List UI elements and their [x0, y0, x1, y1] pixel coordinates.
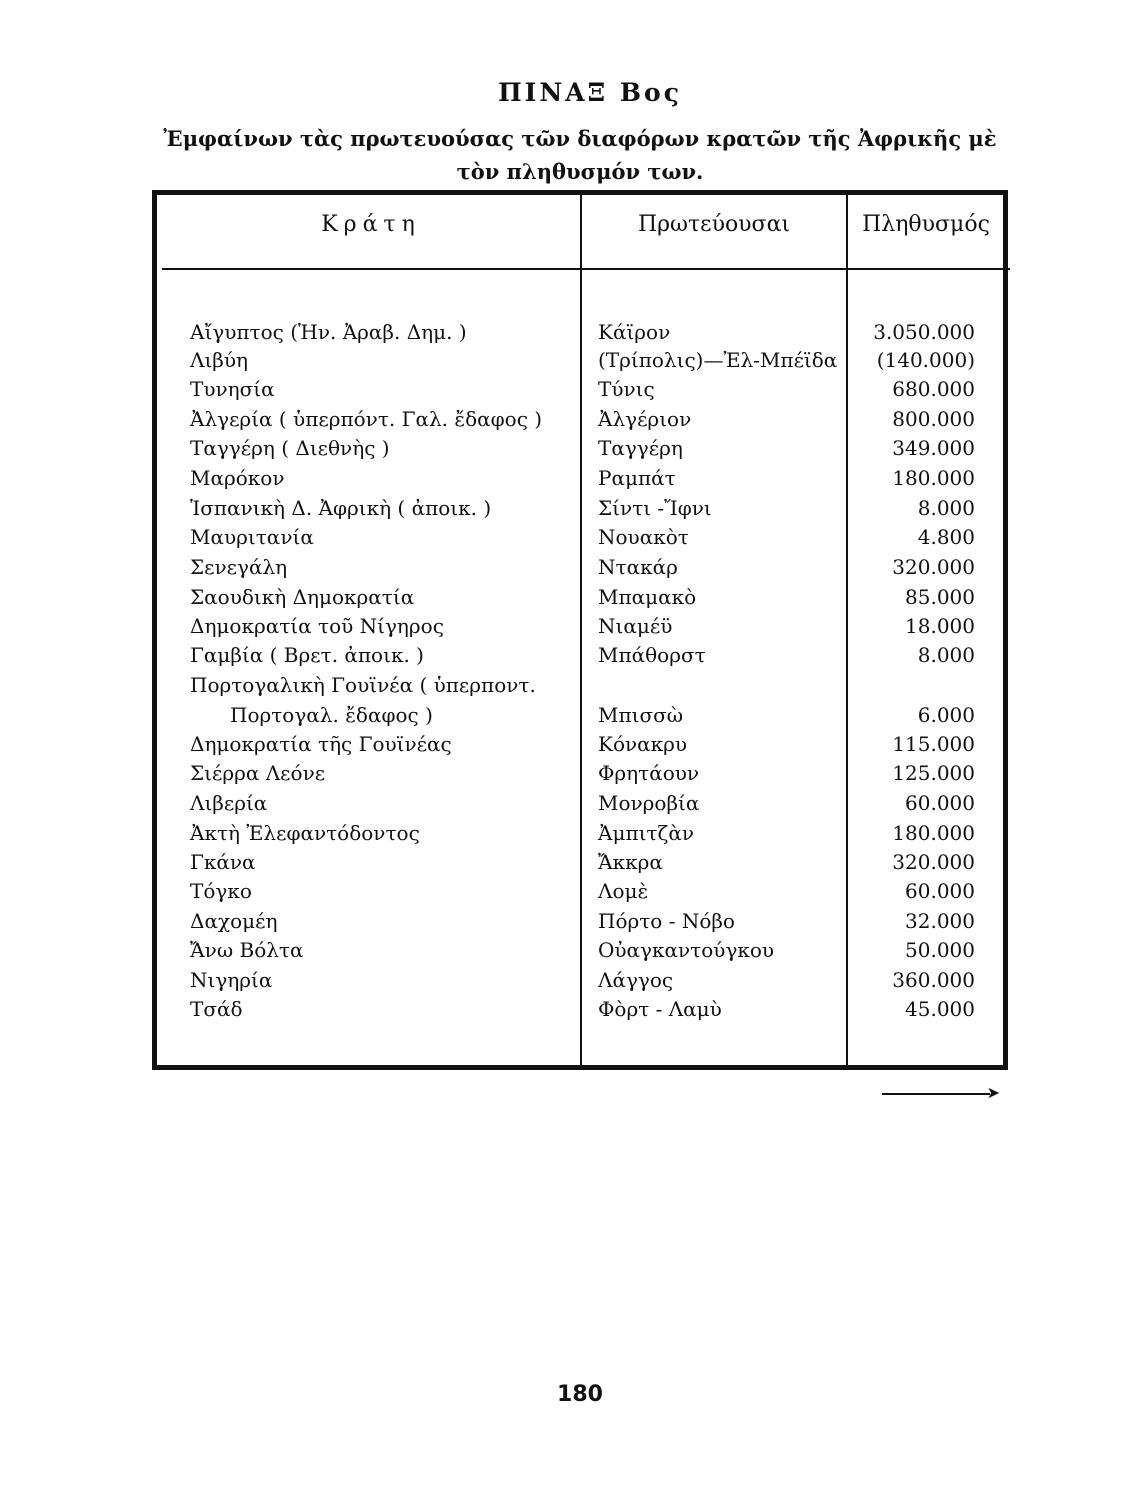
- population-cell: 320.000: [892, 850, 975, 874]
- capital-cell: (Τρίπολις)—Ἐλ-Μπέϊδα: [598, 348, 838, 372]
- arrow-right-icon: ➤: [986, 1083, 1000, 1102]
- capital-cell: Τύνις: [598, 377, 655, 401]
- population-cell: 32.000: [905, 909, 975, 933]
- page-number: 180: [557, 1382, 603, 1407]
- table-row: [0, 906, 1126, 936]
- table-row: [0, 758, 1126, 788]
- state-cell: Σαουδικὴ Δημοκρατία: [190, 585, 415, 609]
- population-cell: 3.050.000: [873, 320, 975, 344]
- state-cell: Δαχομέη: [190, 909, 278, 933]
- table-row: [0, 994, 1126, 1024]
- table-row: [0, 700, 1126, 730]
- table-row: [0, 847, 1126, 877]
- state-cell: Δημοκρατία τῆς Γουϊνέας: [190, 732, 452, 756]
- state-cell: Ἱσπανικὴ Δ. Ἀφρικὴ ( ἀποικ. ): [190, 496, 492, 520]
- header-divider: [162, 268, 1010, 270]
- table-subtitle: Ἐμφαίνων τὰς πρωτευούσας τῶν διαφόρων κρατῶν τῆς Ἀφρικῆς μὲ τὸν πληθυσμόν των.: [163, 126, 997, 184]
- state-cell: Σενεγάλη: [190, 555, 288, 579]
- state-cell: Νιγηρία: [190, 968, 273, 992]
- table-row: [0, 552, 1126, 582]
- capital-cell: Κόνακρυ: [598, 732, 688, 756]
- table-row: [0, 433, 1126, 463]
- capital-cell: Μπάθορστ: [598, 643, 706, 667]
- population-cell: 349.000: [892, 436, 975, 460]
- population-cell: 180.000: [892, 466, 975, 490]
- capital-cell: Μονροβία: [598, 791, 700, 815]
- capital-cell: Ἄκκρα: [598, 850, 663, 874]
- population-cell: 60.000: [905, 791, 975, 815]
- capital-cell: Ταγγέρη: [598, 436, 683, 460]
- capital-cell: Κάϊρον: [598, 320, 671, 344]
- population-cell: 18.000: [905, 614, 975, 638]
- capital-cell: Μπισσὼ: [598, 703, 684, 727]
- table-row: [0, 935, 1126, 965]
- population-cell: 800.000: [892, 407, 975, 431]
- population-cell: 180.000: [892, 821, 975, 845]
- table-row: [0, 729, 1126, 759]
- table-row: [0, 463, 1126, 493]
- header-capitals: Πρωτεύουσαι: [637, 212, 791, 237]
- capital-cell: Ντακάρ: [598, 555, 678, 579]
- continue-arrow: [882, 1083, 1000, 1102]
- state-cell: Ἀλγερία ( ὑπερπόντ. Γαλ. ἔδαφος ): [190, 407, 543, 431]
- population-cell: 680.000: [892, 377, 975, 401]
- table-row: [0, 788, 1126, 818]
- state-cell: Τσάδ: [190, 997, 243, 1021]
- table-row: [0, 640, 1126, 670]
- table-row: [0, 965, 1126, 995]
- population-cell: 45.000: [905, 997, 975, 1021]
- state-cell: Γαμβία ( Βρετ. ἀποικ. ): [190, 643, 424, 667]
- state-cell: Δημοκρατία τοῦ Νίγηρος: [190, 614, 444, 638]
- capital-cell: Ἀλγέριον: [598, 407, 692, 431]
- population-cell: 360.000: [892, 968, 975, 992]
- table-row: [0, 818, 1126, 848]
- capital-cell: Μπαμακὸ: [598, 585, 697, 609]
- population-cell: 50.000: [905, 938, 975, 962]
- state-cell: Μαρόκον: [190, 466, 285, 490]
- population-cell: 8.000: [917, 496, 975, 520]
- state-cell: Σιέρρα Λεόνε: [190, 761, 326, 785]
- capital-cell: Φρητάουν: [598, 761, 700, 785]
- capital-cell: Ἀμπιτζὰν: [598, 821, 694, 845]
- table-row: [0, 670, 1126, 700]
- capital-cell: Λομὲ: [598, 879, 649, 903]
- capital-cell: Λάγγος: [598, 968, 674, 992]
- state-cell: Γκάνα: [190, 850, 256, 874]
- table-row: [0, 404, 1126, 434]
- population-cell: 4.800: [917, 525, 975, 549]
- header-population: Πληθυσμός: [862, 212, 990, 237]
- state-cell: Αἴγυπτος (Ἡν. Ἀραβ. Δημ. ): [190, 320, 467, 344]
- table-row: [0, 522, 1126, 552]
- population-cell: (140.000): [876, 348, 975, 372]
- header-states: Κράτη: [321, 212, 421, 237]
- table-title: ΠΙΝΑΞ Βος: [498, 78, 682, 107]
- capital-cell: Πόρτο - Νόβο: [598, 909, 735, 933]
- state-cell: Ταγγέρη ( Διεθνὴς ): [190, 436, 390, 460]
- state-cell: Μαυριτανία: [190, 525, 314, 549]
- state-cell: Ἀκτὴ Ἐλεφαντόδοντος: [190, 821, 420, 845]
- table-row: [0, 582, 1126, 612]
- capital-cell: Σίντι -Ἴφνι: [598, 496, 712, 520]
- state-cell: Ἄνω Βόλτα: [190, 938, 304, 962]
- state-cell: Τυνησία: [190, 377, 275, 401]
- table-row: [0, 876, 1126, 906]
- state-cell: Πορτογαλ. ἔδαφος ): [230, 703, 433, 727]
- table-row: [0, 374, 1126, 404]
- capital-cell: Ραμπάτ: [598, 466, 676, 490]
- table-row: [0, 611, 1126, 641]
- population-cell: 115.000: [892, 732, 975, 756]
- population-cell: 85.000: [905, 585, 975, 609]
- state-cell: Πορτογαλικὴ Γουϊνέα ( ὑπερποντ.: [190, 673, 536, 697]
- population-cell: 6.000: [917, 703, 975, 727]
- population-cell: 8.000: [917, 643, 975, 667]
- table-row: [0, 317, 1126, 347]
- capital-cell: Φὸρτ - Λαμὺ: [598, 997, 722, 1021]
- state-cell: Λιβύη: [190, 348, 248, 372]
- table-row: [0, 345, 1126, 375]
- state-cell: Τόγκο: [190, 879, 252, 903]
- population-cell: 125.000: [892, 761, 975, 785]
- capital-cell: Νιαμέϋ: [598, 614, 673, 638]
- capital-cell: Νουακὸτ: [598, 525, 689, 549]
- state-cell: Λιβερία: [190, 791, 268, 815]
- population-cell: 320.000: [892, 555, 975, 579]
- capital-cell: Οὐαγκαντούγκου: [598, 938, 775, 962]
- population-cell: 60.000: [905, 879, 975, 903]
- table-row: [0, 493, 1126, 523]
